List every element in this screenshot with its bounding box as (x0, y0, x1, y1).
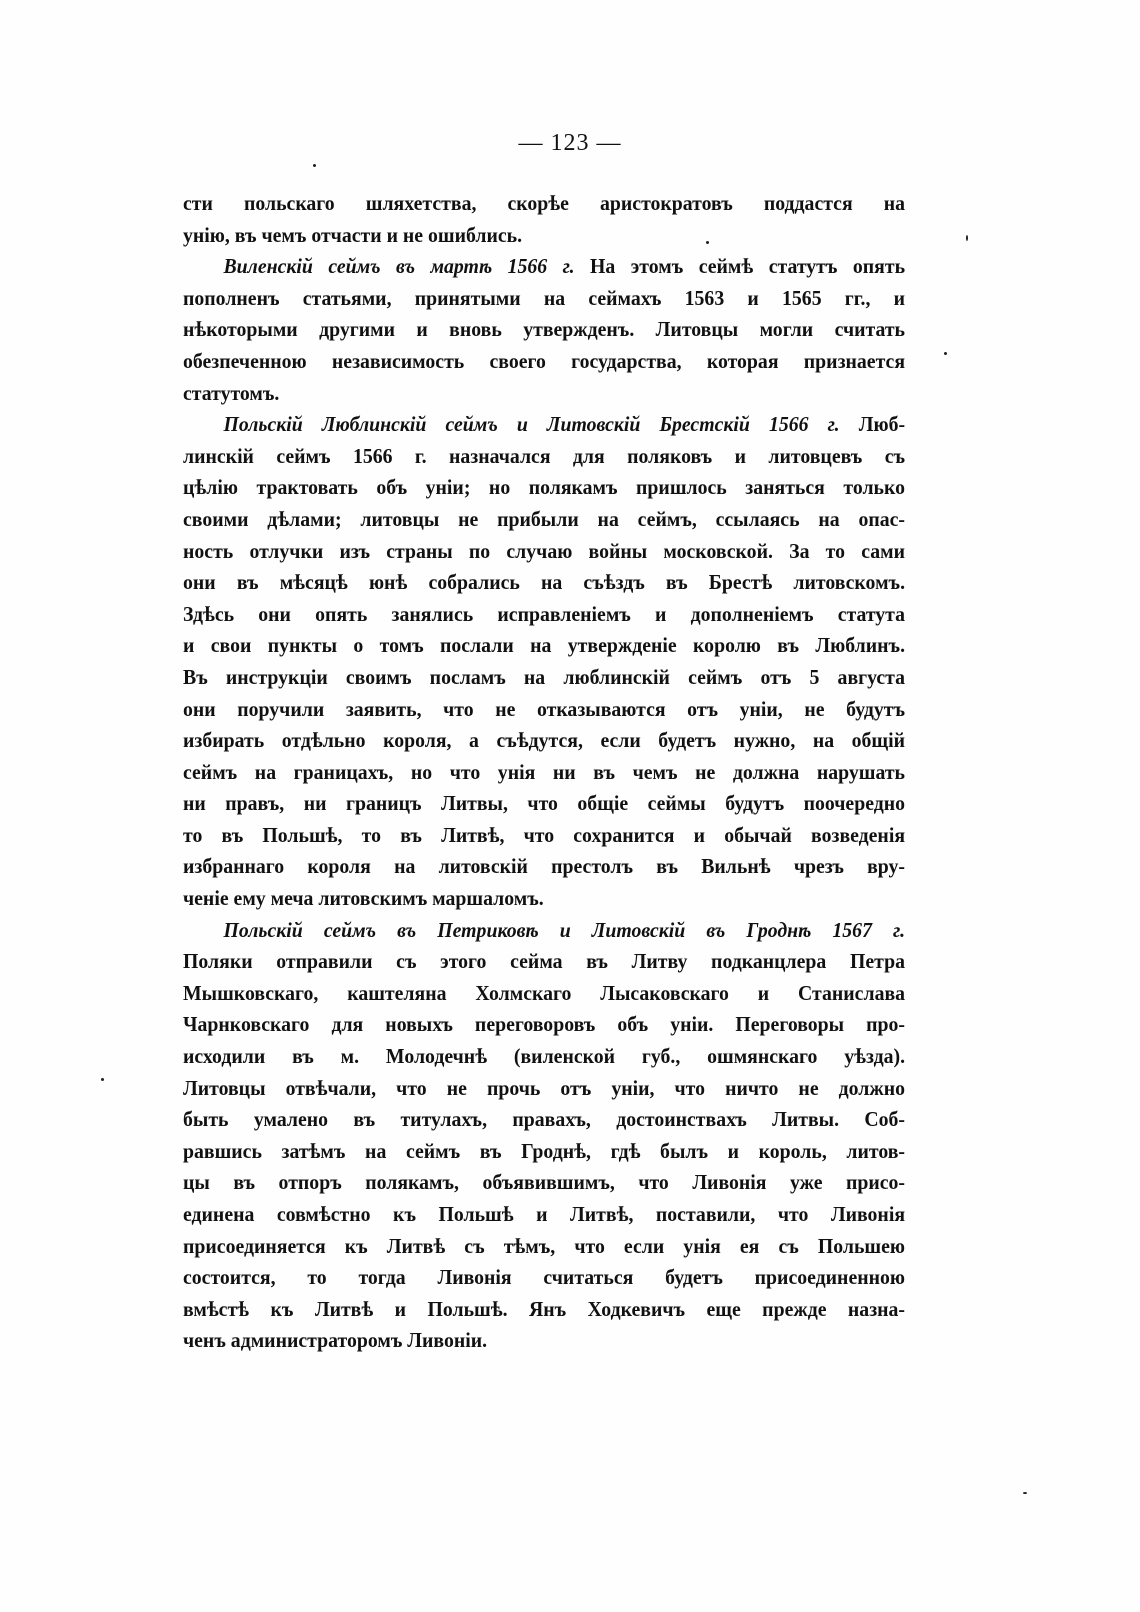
paragraph-lublin-brest-1566 (183, 409, 905, 915)
text-line: состоится, то тогда Ливонія считаться будетъ присоединенною (183, 1265, 906, 1290)
text-line: и свои пункты о томъ послали на утвержденіе королю въ Люблинъ. (183, 633, 906, 658)
text-line: быть умалено въ титулахъ, правахъ, достоинствахъ Литвы. Соб- (183, 1107, 906, 1132)
text-line: то въ Польшѣ, то въ Литвѣ, что сохранится и обычай возведенія (183, 822, 906, 847)
text-line: пополненъ статьями, принятыми на сеймахъ 1563 и 1565 гг., и (183, 285, 906, 310)
page-body (183, 188, 905, 1357)
paragraph-petrikov-grodno-1567 (183, 915, 905, 1357)
text-line: ченъ администраторомъ Ливоніи. (183, 1328, 488, 1353)
text-line: избраннаго короля на литовскій престолъ въ Вильнѣ чрезъ вру- (183, 854, 906, 879)
text-line: ченіе ему меча литовскимъ маршаломъ. (183, 886, 544, 911)
text-line: линскій сеймъ 1566 г. назначался для поляковъ и литовцевъ съ (183, 443, 906, 468)
scan-speck (101, 1078, 104, 1081)
text-line: они въ мѣсяцѣ юнѣ собрались на съѣздъ въ Брестѣ литовскомъ. (183, 570, 906, 595)
text-line: нѣкоторыми другими и вновь утвержденъ. Литовцы могли считать (183, 317, 906, 342)
scan-speck (706, 241, 709, 244)
scan-speck (966, 235, 968, 241)
text-line: Мышковскаго, каштеляна Холмскаго Лысаковскаго и Станислава (183, 980, 906, 1005)
text-line: цы въ отпоръ полякамъ, объявившимъ, что Ливонія уже присо- (183, 1170, 906, 1195)
text-line: Въ инструкціи своимъ посламъ на люблинскій сеймъ отъ 5 августа (183, 664, 906, 689)
text-line: присоединяется къ Литвѣ съ тѣмъ, что если унія ея съ Польшею (183, 1233, 906, 1258)
section-heading: Польскій сеймъ въ Петриковѣ и Литовскій въ Гроднѣ 1567 г. (223, 917, 906, 942)
scan-speck (944, 352, 947, 355)
text-line: Литовцы отвѣчали, что не прочь отъ уніи, что ничто не должно (183, 1075, 906, 1100)
text-line: своими дѣлами; литовцы не прибыли на сеймъ, ссылаясь на опас- (183, 506, 906, 531)
page-number: — 123 — (518, 130, 622, 156)
text-line: избирать отдѣльно короля, а съѣдутся, если будетъ нужно, на общій (183, 728, 906, 753)
text-line: они поручили заявить, что не отказываются отъ уніи, не будутъ (183, 696, 906, 721)
text-line-with-heading (183, 251, 905, 283)
paragraph-continuation (183, 188, 905, 251)
paragraph-vilna-sejm-1566 (183, 251, 905, 409)
text-line: статутомъ. (183, 380, 280, 405)
text-line: ни правъ, ни границъ Литвы, что общіе сеймы будутъ поочередно (183, 791, 906, 816)
section-heading: Виленскій сеймъ въ мартѣ 1566 г. (223, 254, 575, 279)
scan-speck (1023, 1492, 1027, 1494)
text-line: единена совмѣстно къ Польшѣ и Литвѣ, поставили, что Ливонія (183, 1202, 906, 1226)
text-line: исходили въ м. Молодечнѣ (виленской губ., ошмянскаго уѣзда). (183, 1044, 906, 1069)
section-heading: Польскій Люблинскій сеймъ и Литовскій Брестскій 1566 г. (223, 412, 840, 437)
scan-speck (313, 164, 316, 167)
text-line-with-heading (183, 409, 905, 441)
text-line: равшись затѣмъ на сеймъ въ Гроднѣ, гдѣ былъ и король, литов- (183, 1138, 906, 1163)
text-line: обезпеченною независимость своего государства, которая признается (183, 348, 906, 373)
text-line: цѣлію трактовать объ уніи; но полякамъ пришлось заняться только (183, 475, 906, 500)
text-line: ность отлучки изъ страны по случаю войны московской. За то сами (183, 538, 906, 563)
text-line: вмѣстѣ къ Литвѣ и Польшѣ. Янъ Ходкевичъ еще прежде назна- (183, 1296, 906, 1321)
text-line: Здѣсь они опять занялись исправленіемъ и дополненіемъ статута (183, 601, 906, 626)
text-line: Поляки отправили съ этого сейма въ Литву подканцлера Петра (183, 949, 906, 974)
text-line: сеймъ на границахъ, но что унія ни въ чемъ не должна нарушать (183, 759, 906, 784)
text-line: сти польскаго шляхетства, скорѣе аристократовъ поддастся на (183, 191, 906, 215)
text-line: унію, въ чемъ отчасти и не ошиблись. (183, 222, 523, 247)
text-line: Чарнковскаго для новыхъ переговоровъ объ уніи. Переговоры про- (183, 1012, 906, 1037)
text-run: Люб- (858, 412, 906, 437)
text-run: На этомъ сеймѣ статутъ опять (590, 254, 906, 279)
